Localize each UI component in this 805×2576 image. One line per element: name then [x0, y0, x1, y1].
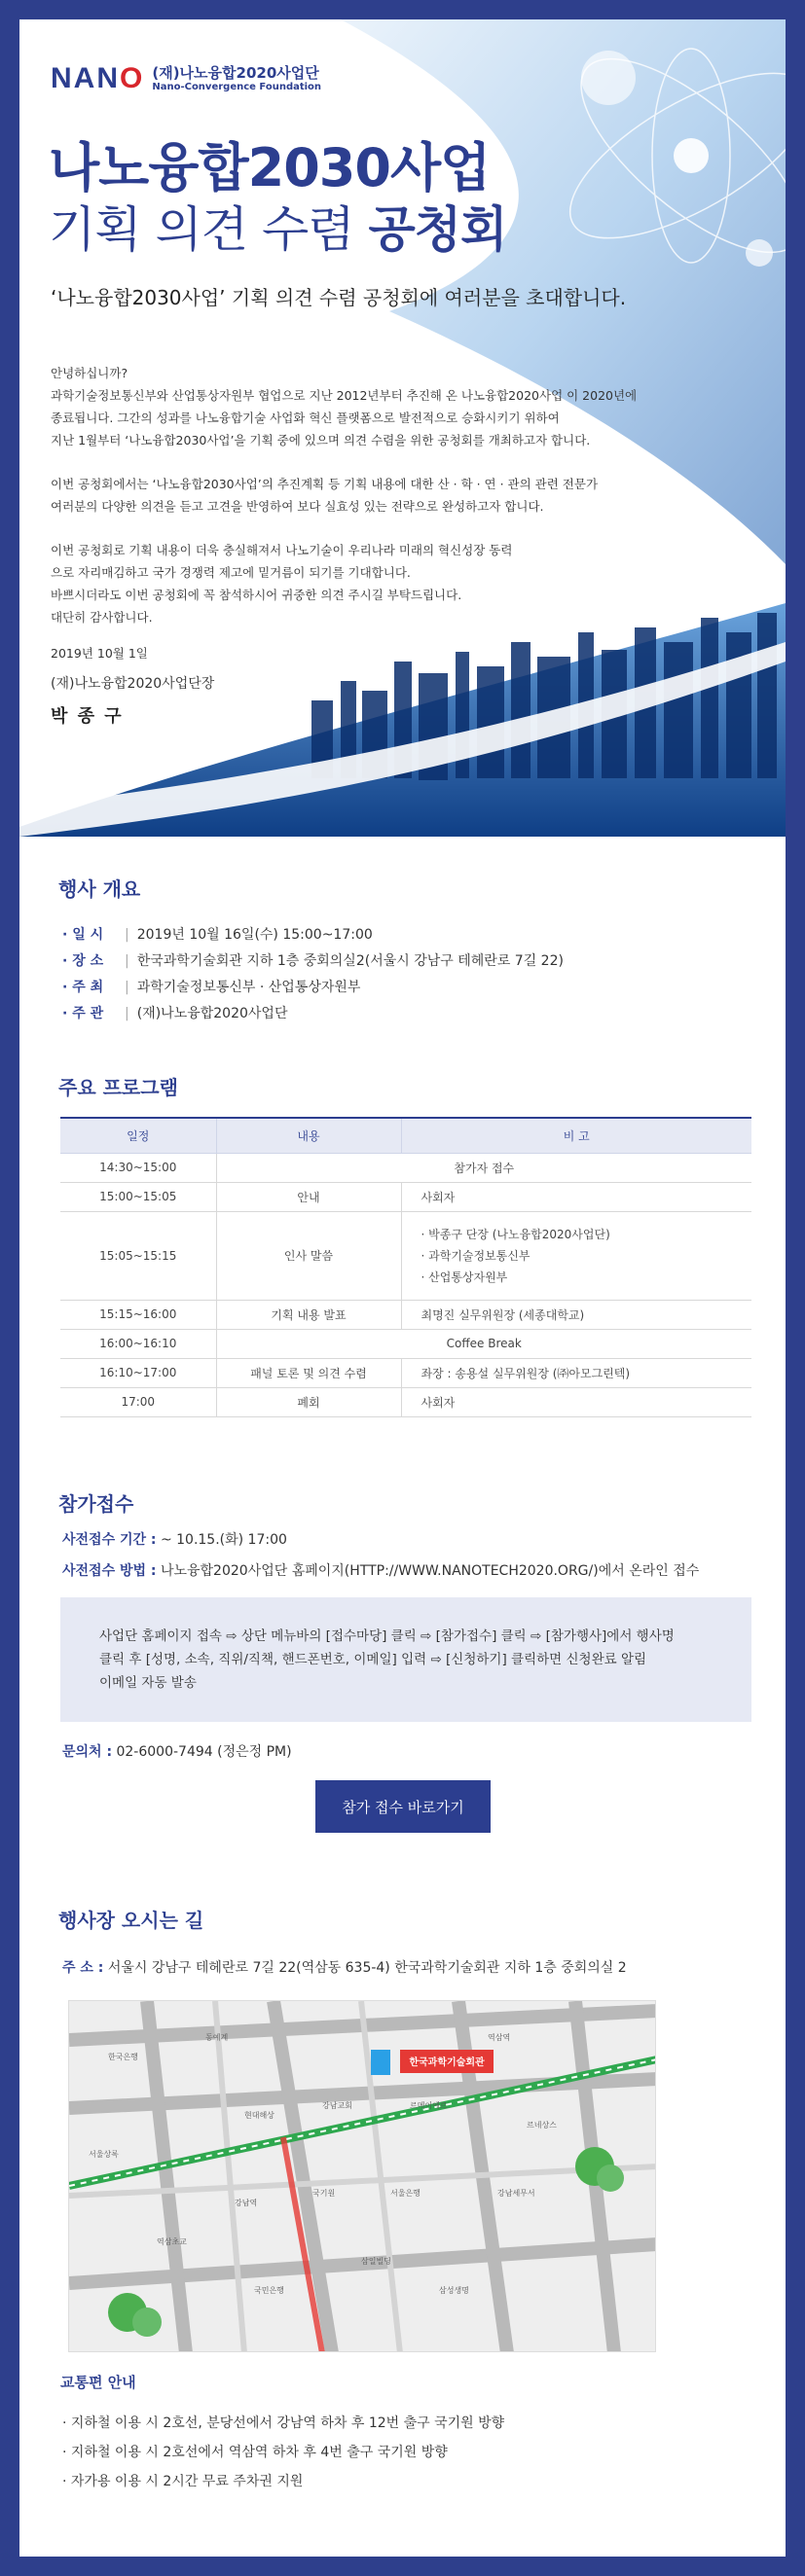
invitation-headline: ‘나노융합2030사업’ 기획 의견 수렴 공청회에 여러분을 초대합니다.: [51, 286, 627, 309]
registration-period: 사전접수 기간 : ~ 10.15.(화) 17:00: [62, 1532, 287, 1548]
map-label: 강남교회: [322, 2101, 352, 2110]
map-target-label: 한국과학기술회관: [409, 2057, 485, 2068]
map-label: 서울은행: [390, 2189, 421, 2198]
overview-value: (재)나노융합2020사업단: [136, 1006, 288, 1021]
letter-paragraph-3: [51, 539, 722, 628]
header-time: 일정: [60, 1118, 216, 1153]
letter-line: 으로 자리매김하고 국가 경쟁력 제고에 밑거름이 되기를 기대합니다.: [51, 565, 411, 580]
cell-time: 15:15~16:00: [60, 1300, 216, 1329]
letter-line: 지난 1월부터 ‘나노융합2030사업’을 기획 중에 있으며 의견 수렴을 위한 공청회를 개최하고자 합니다.: [51, 433, 591, 447]
cell-time: 15:05~15:15: [60, 1211, 216, 1300]
map-label: 삼성생명: [439, 2286, 469, 2295]
list-item: · 지하철 이용 시 2호선, 분당선에서 강남역 하차 후 12번 출구 국기원 방향: [62, 2409, 504, 2438]
main-title-line1: 나노융합2030사업: [49, 137, 491, 198]
overview-key: · 주 관: [62, 1001, 121, 1027]
table-row: [60, 1358, 751, 1387]
cell-content: 기획 내용 발표: [216, 1300, 401, 1329]
registration-step-line: 이메일 자동 발송: [99, 1675, 197, 1691]
registration-method: 사전접수 방법 : 나노융합2020사업단 홈페이지(HTTP://WWW.NANOTECH2020.ORG/)에서 온라인 접수: [62, 1563, 700, 1579]
cell-content: 안내: [216, 1182, 401, 1211]
letter-date: 2019년 10월 1일: [51, 646, 148, 661]
separator: |: [125, 1006, 129, 1021]
overview-value: 과학기술정보통신부 · 산업통상자원부: [136, 980, 361, 995]
map-graphic: [69, 2001, 656, 2352]
overview-list: [62, 922, 564, 1027]
header-note: 비 고: [401, 1118, 751, 1153]
table-row: [60, 1153, 751, 1182]
registration-title: 참가접수: [58, 1492, 134, 1516]
overview-key: · 일 시: [62, 922, 121, 948]
venue-address: 주 소 : 서울시 강남구 테헤란로 7길 22(역삼동 635-4) 한국과학기술회관 지하 1층 중회의실 2: [62, 1960, 627, 1976]
overview-row: [62, 948, 564, 975]
letter-paragraph-1: [51, 362, 722, 451]
map-label: 삼일빌딩: [361, 2257, 391, 2266]
cell-note: 사회자: [401, 1387, 751, 1416]
overview-row: [62, 922, 564, 948]
map-label: 한국은행: [108, 2053, 138, 2061]
map-label: 현대해상: [244, 2111, 274, 2120]
registration-steps-box: [60, 1597, 751, 1722]
letter-line: 안녕하십니까?: [51, 366, 128, 380]
cell-note: 좌장 : 송용설 실무위원장 (㈜아모그린텍): [401, 1358, 751, 1387]
overview-key: · 장 소: [62, 948, 121, 975]
location-map[interactable]: [68, 2000, 656, 2352]
invitation-card: [19, 19, 786, 2557]
header-content: 내용: [216, 1118, 401, 1153]
map-label: 르네상스: [527, 2121, 557, 2129]
note-item: · 과학기술정보통신부: [421, 1248, 531, 1263]
map-label: 역삼역: [488, 2033, 511, 2042]
letter-line: 바쁘시더라도 이번 공청회에 꼭 참석하시어 귀중한 의견 주시길 부탁드립니다.: [51, 588, 462, 602]
cell-content: 폐회: [216, 1387, 401, 1416]
signature-org: (재)나노융합2020사업단장: [51, 676, 215, 692]
cell-content: 인사 말씀: [216, 1211, 401, 1300]
registration-step-line: 사업단 홈페이지 접속 ⇨ 상단 메뉴바의 [접수마당] 클릭 ⇨ [참가접수] 클릭 ⇨ [참가행사]에서 행사명: [99, 1628, 675, 1644]
cell-time: 16:00~16:10: [60, 1329, 216, 1358]
note-item: · 박종구 단장 (나노융합2020사업단): [421, 1227, 610, 1241]
map-label: 르메이에르: [410, 2101, 448, 2110]
note-item: · 산업통상자원부: [421, 1270, 508, 1284]
list-item: · 자가용 이용 시 2시간 무료 주차권 지원: [62, 2467, 504, 2496]
letter-line: 이번 공청회로 기획 내용이 더욱 충실해져서 나노기술이 우리나라 미래의 혁신성장 동력: [51, 543, 513, 557]
contact-info: 문의처 : 02-6000-7494 (정은정 PM): [62, 1744, 292, 1760]
overview-key: · 주 최: [62, 975, 121, 1001]
separator: |: [125, 927, 129, 943]
letter-paragraph-2: [51, 473, 722, 518]
program-table-header: [60, 1118, 751, 1153]
program-title: 주요 프로그램: [58, 1076, 178, 1099]
table-row: [60, 1211, 751, 1300]
letter-line: 여러분의 다양한 의견을 듣고 고견을 반영하여 보다 실효성 있는 전략으로 완성하고자 합니다.: [51, 499, 544, 514]
map-label: 강남세무서: [497, 2189, 535, 2198]
table-row: [60, 1300, 751, 1329]
table-row: [60, 1182, 751, 1211]
map-label: 강남역: [235, 2199, 258, 2207]
letter-line: 이번 공청회에서는 ‘나노융합2030사업’의 추진계획 등 기획 내용에 대한 산 · 학 · 연 · 관의 관련 전문가: [51, 477, 599, 491]
separator: |: [125, 953, 129, 969]
cell-time: 15:00~15:05: [60, 1182, 216, 1211]
cell-time: 14:30~15:00: [60, 1153, 216, 1182]
separator: |: [125, 980, 129, 995]
signature-name: 박 종 구: [51, 706, 124, 727]
letter-line: 대단히 감사합니다.: [51, 610, 153, 625]
org-name-korean: (재)나노융합2020사업단: [152, 64, 319, 83]
hero-section: [19, 19, 786, 837]
org-name-english: Nano-Convergence Foundation: [152, 81, 322, 92]
register-button[interactable]: 참가 접수 바로가기: [315, 1780, 491, 1833]
cell-content: Coffee Break: [216, 1329, 751, 1358]
cell-time: 17:00: [60, 1387, 216, 1416]
overview-row: [62, 1001, 564, 1027]
table-row: [60, 1387, 751, 1416]
overview-title: 행사 개요: [58, 877, 141, 901]
registration-step-line: 클릭 후 [성명, 소속, 직위/직책, 핸드폰번호, 이메일] 입력 ⇨ [신청하기] 클릭하면 신청완료 알림: [99, 1652, 647, 1667]
map-label: 역삼초교: [157, 2237, 187, 2246]
cell-content: 패널 토론 및 의견 수렴: [216, 1358, 401, 1387]
cell-note: 최명진 실무위원장 (세종대학교): [401, 1300, 751, 1329]
invitation-letter: [51, 362, 722, 664]
overview-row: [62, 975, 564, 1001]
transport-title: 교통편 안내: [60, 2374, 136, 2391]
transport-list: [62, 2409, 504, 2496]
table-row: [60, 1329, 751, 1358]
map-label: 국기원: [312, 2189, 336, 2198]
overview-value: 한국과학기술회관 지하 1층 중회의실2(서울시 강남구 테헤란로 7길 22): [136, 953, 564, 969]
list-item: · 지하철 이용 시 2호선에서 역삼역 하차 후 4번 출구 국기원 방향: [62, 2438, 504, 2467]
nano-logo-mark: NANO: [51, 62, 145, 94]
overview-value: 2019년 10월 16일(수) 15:00~17:00: [136, 927, 373, 943]
map-label: 국민은행: [254, 2286, 284, 2295]
cell-note: 사회자: [401, 1182, 751, 1211]
letter-line: 과학기술정보통신부와 산업통상자원부 협업으로 지난 2012년부터 추진해 온 나노융합2020사업 이 2020년에: [51, 388, 638, 403]
cell-content: 참가자 접수: [216, 1153, 751, 1182]
cell-note-list: [401, 1211, 751, 1300]
main-title-line2: 기획 의견 수렴 공청회: [49, 201, 507, 258]
map-label: 동예계: [205, 2033, 229, 2042]
directions-title: 행사장 오시는 길: [58, 1909, 204, 1932]
program-table: [60, 1117, 751, 1417]
map-label: 서울상록: [89, 2150, 119, 2159]
org-logo: [51, 62, 321, 95]
cell-time: 16:10~17:00: [60, 1358, 216, 1387]
letter-line: 종료됩니다. 그간의 성과를 나노융합기술 사업화 혁신 플랫폼으로 발전적으로 승화시키기 위하여: [51, 411, 560, 425]
